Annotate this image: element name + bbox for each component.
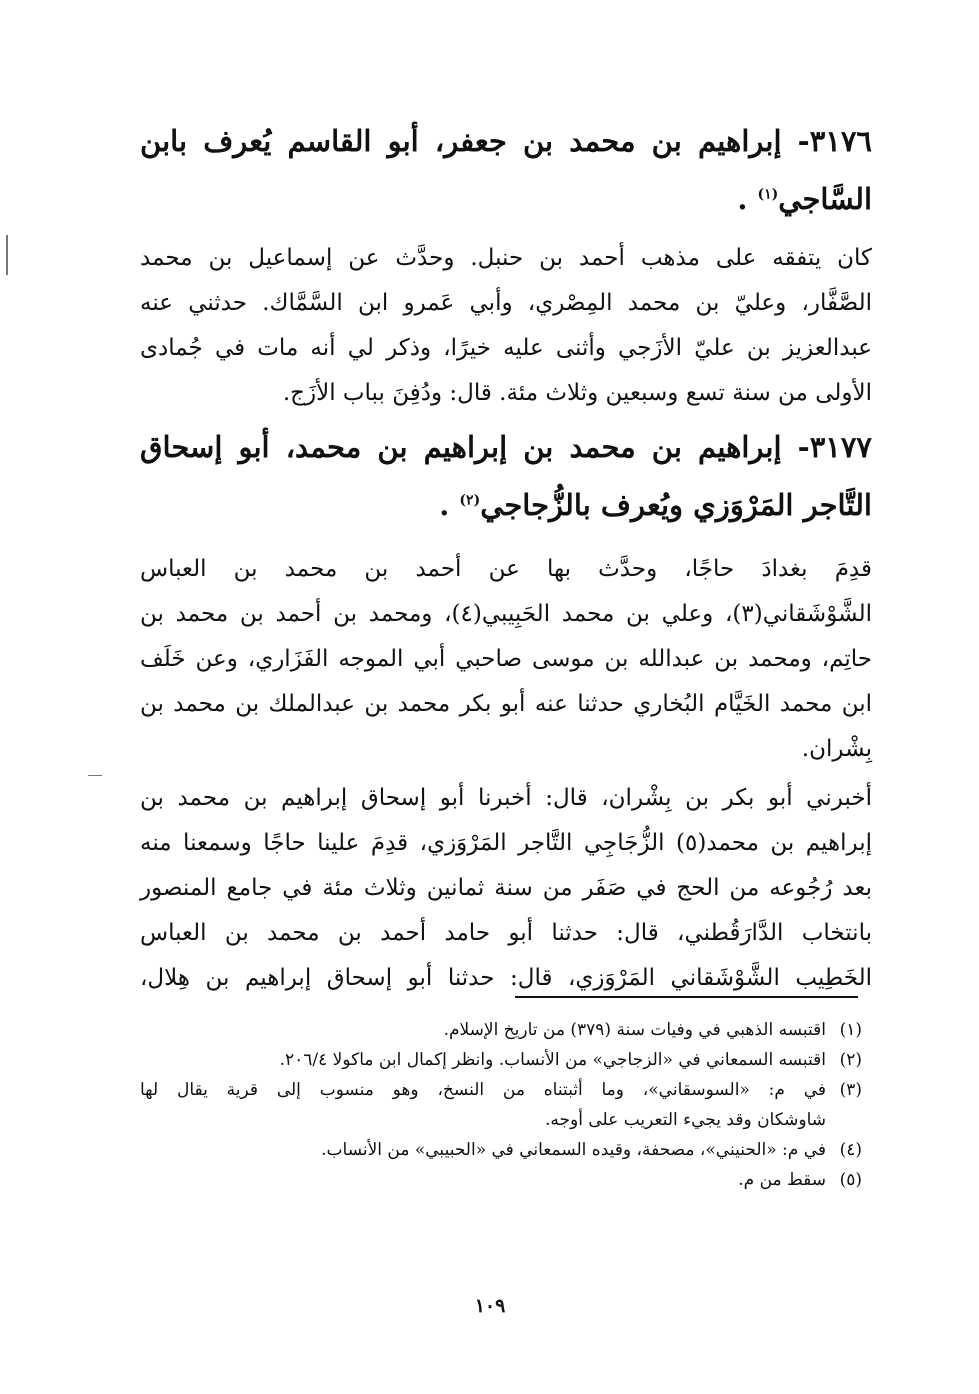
heading-line: ٣١٧٦- إبراهيم بن محمد بن جعفر، أبو القاسم يُعرف بابن <box>140 124 872 158</box>
heading-line: السَّاجي$^{(١)}$ . <box>737 182 872 216</box>
footnote-item <box>140 1045 862 1075</box>
heading-line: التَّاجر المَرْوَزي ويُعرف بالزُّجاجي$^{(٢)}$ . <box>439 488 872 522</box>
text-line: بعد رُجُوعه من الحج في صَفَر من سنة ثمانين وثلاث مئة في جامع المنصور <box>140 875 872 901</box>
footnotes <box>140 1015 862 1195</box>
text-line: بانتخاب الدَّارَقُطني، قال: حدثنا أبو حامد أحمد بن محمد بن العباس <box>140 920 872 946</box>
entry-heading <box>140 418 872 534</box>
text-line: الأولى من سنة تسع وسبعين وثلاث مئة. قال: ودُفِنَ بباب الأزَج. <box>282 380 872 406</box>
text-line: كان يتفقه على مذهب أحمد بن حنبل. وحدَّث عن إسماعيل بن محمد <box>140 245 872 271</box>
footnote-text: سقط من م. <box>738 1170 826 1190</box>
footnote-number: (٣) <box>839 1080 862 1100</box>
footnote-text: في م: «السوسقاني»، وما أثبتناه من النسخ، وهو منسوب إلى قرية يقال لها شاوشكان وقد يجيء التعريب على أوجه. <box>140 1080 826 1130</box>
footnote-ref: (٢) <box>459 492 481 509</box>
body-paragraph <box>140 236 872 416</box>
footnote-item <box>140 1135 862 1165</box>
entry-heading <box>140 112 872 228</box>
footnote-number: (٥) <box>839 1170 862 1190</box>
footnote-item <box>140 1075 862 1135</box>
footnote-text: في م: «الحنيني»، مصحفة، وقيده السمعاني في «الحبيبي» من الأنساب. <box>321 1140 826 1160</box>
text-line: ابن محمد الخَيَّام البُخاري حدثنا عنه أبو بكر محمد بن عبدالملك بن محمد بن <box>140 691 872 717</box>
text-line: الخَطِيب الشَّوْشَقاني المَرْوَزي، قال: حدثنا أبو إسحاق إبراهيم بن هِلال، <box>140 965 872 991</box>
text-line: قدِمَ بغدادَ حاجًا، وحدَّث بها عن أحمد بن محمد بن العباس <box>140 556 872 582</box>
footnote-number: (٤) <box>839 1140 862 1160</box>
footnote-item <box>140 1015 862 1045</box>
text-line: الصَّفَّار، وعليّ بن محمد المِصْري، وأبي عَمرو ابن السَّمَّاك. حدثني عنه <box>140 290 872 316</box>
heading-line: ٣١٧٧- إبراهيم بن محمد بن إبراهيم بن محمد، أبو إسحاق <box>140 430 872 464</box>
text-line: الشَّوْشَقاني(٣)، وعلي بن محمد الحَبِيبي(٤)، ومحمد بن أحمد بن محمد بن <box>140 601 872 627</box>
scan-edge-mark <box>88 775 102 776</box>
footnote-text: اقتبسه الذهبي في وفيات سنة (٣٧٩) من تاريخ الإسلام. <box>443 1020 826 1040</box>
text-line: إبراهيم بن محمد(٥) الزُّجَاجِي التَّاجر المَرْوَزي، قدِمَ علينا حاجًا وسمعنا منه <box>140 830 872 856</box>
footnote-text: اقتبسه السمعاني في «الزجاجي» من الأنساب. وانظر إكمال ابن ماكولا ٢٠٦/٤. <box>279 1050 826 1070</box>
footnote-item <box>140 1165 862 1195</box>
page-number: ١٠٩ <box>474 1295 506 1317</box>
footnote-number: (٢) <box>839 1050 862 1070</box>
text-line: بِشْران. <box>801 736 872 762</box>
text-line: عبدالعزيز بن عليّ الأزَجي وأثنى عليه خيرًا، وذكر لي أنه مات في جُمادى <box>140 335 872 361</box>
text-line: حاتِم، ومحمد بن عبدالله بن موسى صاحبي أبي الموجه الفَزَاري، وعن خَلَف <box>140 646 872 672</box>
footnote-ref: (١) <box>757 186 779 203</box>
footnote-separator <box>515 996 858 998</box>
body-paragraph <box>140 547 872 772</box>
text-line: أخبرني أبو بكر بن بِشْران، قال: أخبرنا أبو إسحاق إبراهيم بن محمد بن <box>140 785 872 811</box>
footnote-number: (١) <box>839 1020 862 1040</box>
body-paragraph <box>140 776 872 1001</box>
scan-edge-mark <box>6 235 8 275</box>
